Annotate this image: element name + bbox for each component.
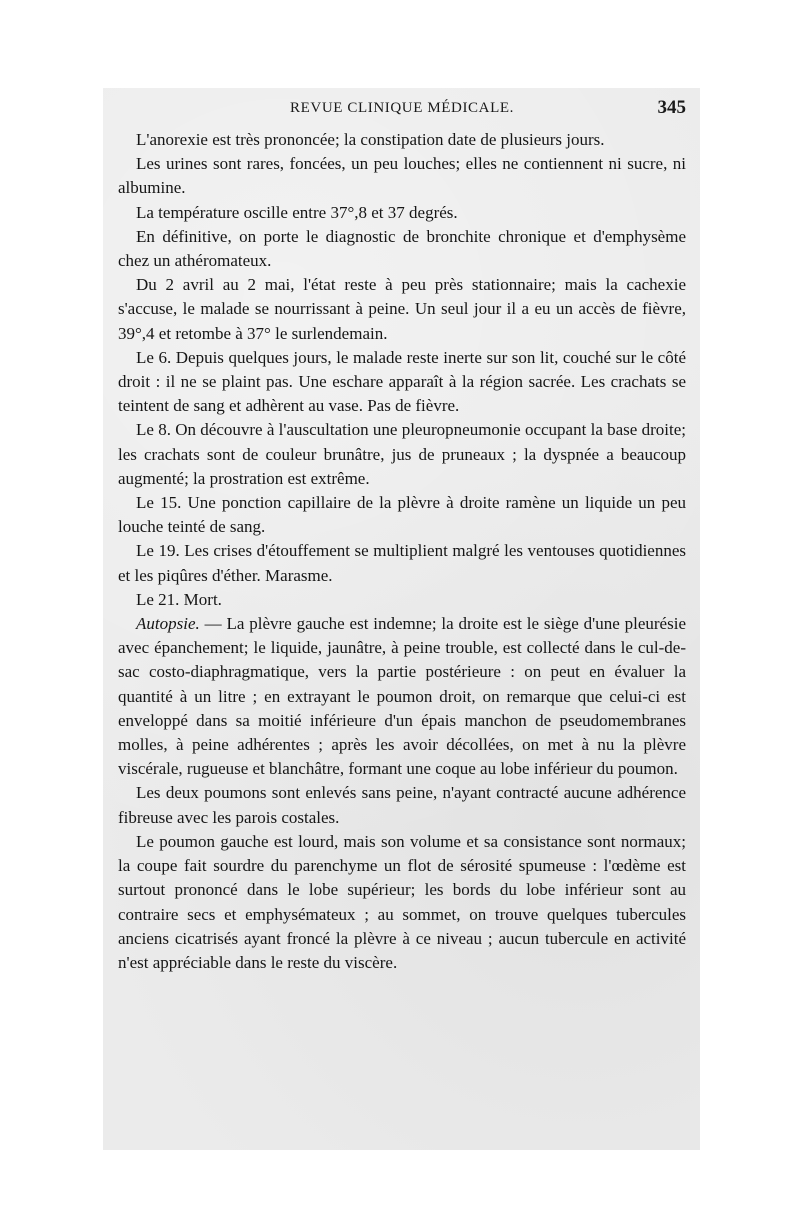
page-header <box>118 97 686 126</box>
body-text <box>118 128 686 975</box>
paragraph-le-21: Le 21. Mort. <box>136 589 222 609</box>
paragraph-anorexie: L'anorexie est très prononcée; la constipation date de plusieurs jours. <box>136 130 605 149</box>
paragraph-urines: Les urines sont rares, foncées, un peu louches; elles ne contiennent ni sucre, ni albumine. <box>118 154 686 198</box>
paragraph-deux-poumons: Les deux poumons sont enlevés sans peine, n'ayant contracté aucune adhérence fibreuse avec les parois costales. <box>118 783 686 827</box>
autopsie-text: — La plèvre gauche est indemne; la droite est le siège d'une pleurésie avec épanchement; le liquide, jaunâtre, à peine trouble, est collecté dans le cul-de-sac costo-diaphragmatique, vers la partie postérieure : on peut en évaluer la quantité à un litre ; en extrayant le poumon droit, on remarque que celui-ci est enveloppé dans sa moitié inférieure d'un épais manchon de pseudomembranes molles, à peine adhérentes ; après les avoir décollées, on met à nu la plèvre viscérale, rugueuse et blanchâtre, formant une coque au lobe inférieur du poumon. <box>118 614 686 779</box>
autopsie-lead: Autopsie. <box>136 614 200 634</box>
paragraph-diagnostic: En définitive, on porte le diagnostic de bronchite chronique et d'emphysème chez un athéromateux. <box>118 226 686 271</box>
running-title: REVUE CLINIQUE MÉDICALE. <box>290 100 514 116</box>
paragraph-avril-mai: Du 2 avril au 2 mai, l'état reste à peu près stationnaire; mais la cachexie s'accuse, le malade se nourrissant à peine. Un seul jour il a eu un accès de fièvre, 39°,4 et retombe à 37° le surlendemain. <box>118 275 686 343</box>
paragraph-le-19: Le 19. Les crises d'étouffement se multiplient malgré les ventouses quotidiennes et les piqûres d'éther. Marasme. <box>118 541 686 585</box>
page-number: 345 <box>657 97 686 118</box>
paragraph-le-6: Le 6. Depuis quelques jours, le malade reste inerte sur son lit, couché sur le côté droit : il ne se plaint pas. Une eschare apparaît à la région sacrée. Les crachats se teintent de sang et adhèrent au vase. Pas de fièvre. <box>118 347 686 416</box>
paragraph-le-8: Le 8. On découvre à l'auscultation une pleuropneumonie occupant la base droite; les crachats sont de couleur brunâtre, jus de pruneaux ; la dyspnée a beaucoup augmenté; la prostration est extrême. <box>118 420 686 488</box>
paragraph-autopsie <box>118 612 686 781</box>
paragraph-poumon-gauche: Le poumon gauche est lourd, mais son volume et sa consistance sont normaux; la coupe fait sourdre du parenchyme un flot de sérosité spumeuse : l'œdème est surtout prononcé dans le lobe supérieur; les bords du lobe inférieur sont au contraire secs et emphysémateux ; au sommet, on trouve quelques tubercules anciens cicatrisés ayant froncé la plèvre à ce niveau ; aucun tubercule en activité n'est appréciable dans le reste du viscère. <box>118 831 686 972</box>
paragraph-temperature: La température oscille entre 37°,8 et 37 degrés. <box>136 202 458 222</box>
paragraph-le-15: Le 15. Une ponction capillaire de la plèvre à droite ramène un liquide un peu louche teinté de sang. <box>118 493 686 537</box>
